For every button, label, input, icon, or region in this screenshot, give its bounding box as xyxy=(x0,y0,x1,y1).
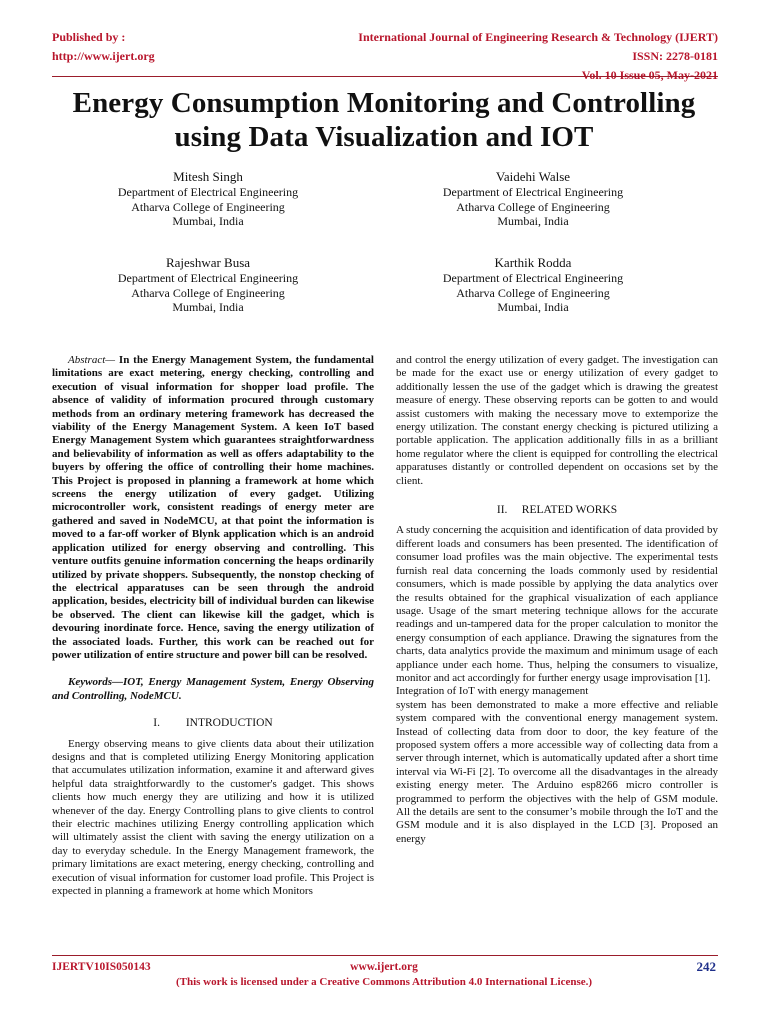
license-notice: (This work is licensed under a Creative Commons Attribution 4.0 International License.) xyxy=(175,976,593,988)
footer-site-link[interactable]: www.ijert.org xyxy=(350,961,418,973)
author-name: Rajeshwar Busa xyxy=(165,255,251,270)
author-dept: Department of Electrical Engineering xyxy=(117,185,299,199)
page-number: 242 xyxy=(696,959,716,974)
publisher-block xyxy=(52,28,312,66)
author-name: Karthik Rodda xyxy=(494,255,572,270)
author-block-1 xyxy=(68,168,348,229)
author-dept: Department of Electrical Engineering xyxy=(442,271,624,285)
introduction-paragraph: Energy observing means to give clients data about their utilization designs and that is completed utilizing Energy Monitoring application that accumulates utilization information, examine it and afterward gives helpful data straightforwardly to the customer's gadget. This shows clients how much energy they are utilizing and how it is utilized whenever of the day. Energy Controlling plans to give clients to control their electric machines utilizing Energy controlling application which will ultimately assist the client with saving the energy utilization on a day to everyday schedule. In the Energy Management framework, the primary limitations are exact metering, energy checking, controlling and execution of visual information for customer load profile. This Project is expected in planning a framework at home which Monitors xyxy=(52,737,374,898)
left-column xyxy=(52,354,374,898)
volume-issue: Vol. 10 Issue 05, May-2021 xyxy=(581,68,718,82)
author-city: Mumbai, India xyxy=(497,214,569,228)
author-name: Vaidehi Walse xyxy=(495,169,571,184)
paper-title xyxy=(40,86,728,154)
title-line-1: Energy Consumption Monitoring and Controlling xyxy=(72,87,696,119)
right-column xyxy=(396,354,718,846)
keywords-label: Keywords— xyxy=(68,676,123,689)
author-college: Atharva College of Engineering xyxy=(456,199,610,214)
section-heading-related-works: II. RELATED WORKS xyxy=(496,504,618,517)
abstract-text: In the Energy Management System, the fundamental limitations are exact metering, energy checking, controlling and execution of visual information for shopper load profile. The absence of validity of information procured through customary methods from an ordinary metering framework has decreased the viability of the Energy Management System. A keen IoT based Energy Management System which guarantees straightforwardness and believability of information as well as offers adaptability to the buyers by offering the office of controlling their home machines. This Project is proposed in planning a framework at home which screens the energy utilization of every gadget. Utilizing microcontroller work, consistent readings of energy meter are gathered and saved in NodeMCU, at that point the information is moved to a far-off worker of Blynk application which is an android application utilized for energy observing and controlling. This venture outfits genuine information concerning the heaps ordinarily utilized by private shoppers. Subsequently, the nonstop checking of the electrical apparatuses can be seen through the android application, besides, electricity bill of individual burden can likewise be observed. The client can likewise kill the gadget, which is devouring inordinate force. Hence, saving the energy utilization of the associated loads. Further, this work can be reached out for power utilization of entire structure and power bill can be resolved. xyxy=(52,354,374,661)
keywords-text: IOT, Energy Management System, Energy Observing and Controlling, NodeMCU. xyxy=(52,676,374,702)
header-divider xyxy=(52,76,718,77)
keywords xyxy=(52,676,374,703)
paper-id: IJERTV10IS050143 xyxy=(52,961,151,973)
journal-name: International Journal of Engineering Research & Technology (IJERT) xyxy=(358,30,718,44)
footer-divider xyxy=(52,955,718,956)
author-college: Atharva College of Engineering xyxy=(456,285,610,300)
related-works-paragraph-2: system has been demonstrated to make a more effective and reliable system compared with the conventional energy management system. Instead of collecting data from door to door, the key feature of the proposed system offers a more accessible way of collecting data from a server through internet, which is automatically updated after a short time interval via Wi-Fi [2]. To overcome all the disadvantages in the already existing energy meter. The Arduino esp8266 micro controller is programmed to perform the objectives with the help of GSM module. All the details are sent to the consumer’s mobile through the IoT and the GSM module and it is also displayed in the LCD [3]. Proposed an energy xyxy=(396,698,718,845)
issn: ISSN: 2278-0181 xyxy=(632,49,718,63)
author-city: Mumbai, India xyxy=(497,300,569,314)
author-name: Mitesh Singh xyxy=(173,169,243,184)
title-line-2: using Data Visualization and IOT xyxy=(174,121,594,153)
abstract xyxy=(52,354,374,662)
author-block-2 xyxy=(393,168,673,229)
author-block-3 xyxy=(68,254,348,315)
author-college: Atharva College of Engineering xyxy=(131,199,285,214)
related-works-line: Integration of IoT with energy management xyxy=(396,685,589,698)
author-city: Mumbai, India xyxy=(172,300,244,314)
author-block-4 xyxy=(393,254,673,315)
journal-url-link[interactable]: http://www.ijert.org xyxy=(52,49,155,63)
introduction-continued-paragraph: and control the energy utilization of every gadget. The investigation can be made for the exact use or energy utilization of every gadget to additionally lessen the use of the gadget which is drawing the greatest measure of energy. These observing reports can be gotten to and would assist customers with making the necessary move to extemporize the energy utilization. The constant energy checking is pictured utilizing a portable application. The application additionally fills in as a brilliant home regulator where the client is equipped for controlling the electrical apparatuses distantly or controlled dependent on occasions set by the client. xyxy=(396,354,718,487)
author-college: Atharva College of Engineering xyxy=(131,285,285,300)
published-by-label: Published by : xyxy=(52,30,126,44)
author-dept: Department of Electrical Engineering xyxy=(117,271,299,285)
abstract-label: Abstract— xyxy=(68,354,116,366)
related-works-paragraph-1: A study concerning the acquisition and identification of data provided by different loads and consumers has been presented. The identification of consumer load profiles was the main objective. The experimental tests furnish real data concerning the loads commonly used by residential consumers, which is made possible by applying the data analytics over the results obtained for the graphical visualization of each appliance usage. Usage of the smart metering technique allows for the accurate readings and un-tampered data for the proper calculation to monitor the energy consumption of each appliance. Drawing the signatures from the charts, data analytics provide the maximum and minimum usage of each appliance under each home. Thus, helping the consumers to visualize, monitor and act accordingly for further energy usage improvisation [1]. xyxy=(396,524,718,684)
author-dept: Department of Electrical Engineering xyxy=(442,185,624,199)
author-city: Mumbai, India xyxy=(172,214,244,228)
section-heading-introduction: I. INTRODUCTION xyxy=(153,717,273,730)
